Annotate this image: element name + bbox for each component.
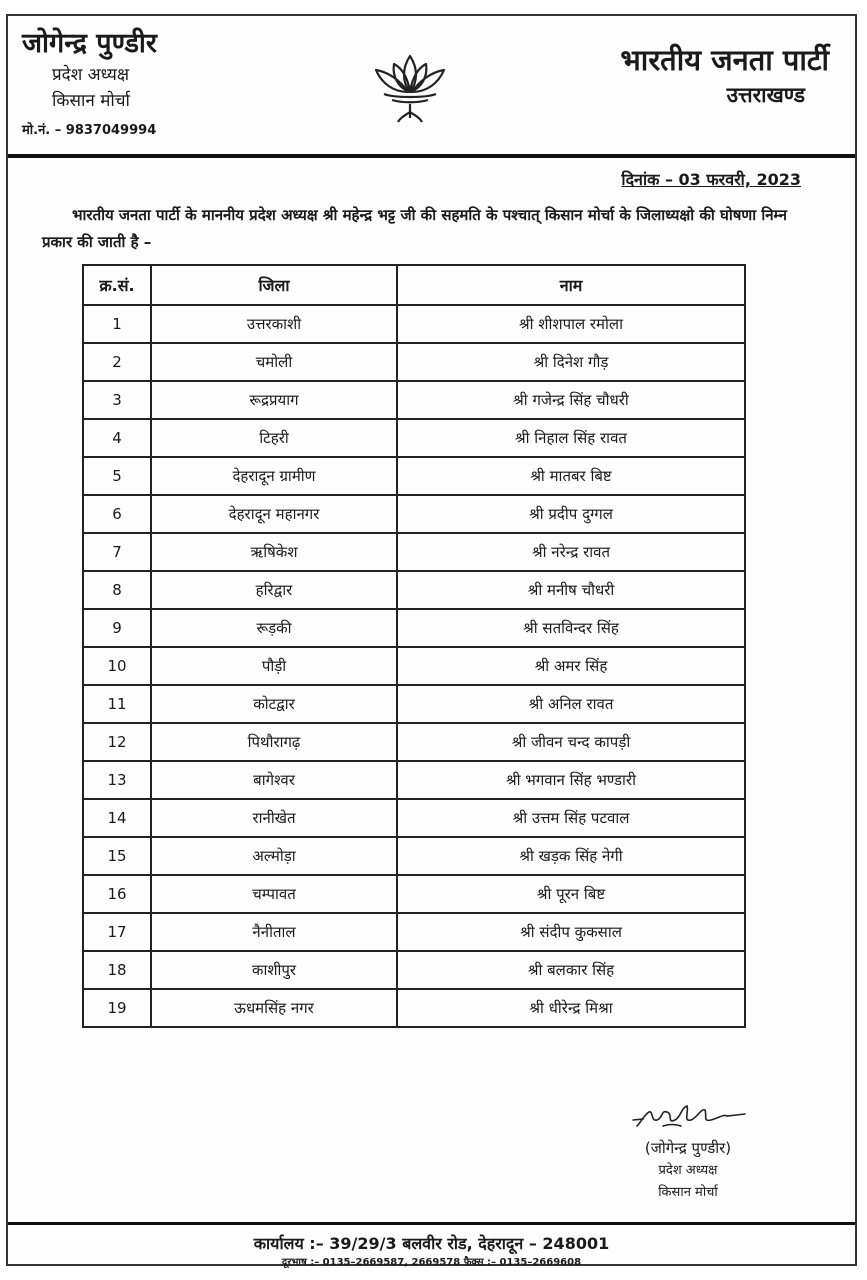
row-district: रूद्रप्रयाग [151,381,397,419]
party-state: उत्तराखण्ड [726,83,805,107]
signature-block [588,1096,788,1204]
row-district: चम्पावत [151,875,397,913]
table-row [83,761,745,799]
intro-paragraph: भारतीय जनता पार्टी के माननीय प्रदेश अध्यक्ष श्री महेन्द्र भट्ट जी की सहमति के पश्चात् किसान मोर्चा के जिलाध्यक्षो की घोषणा निम्न प्रकार की जाती है – [42,206,787,251]
table-row [83,951,745,989]
table-row [83,647,745,685]
row-serial: 9 [83,609,151,647]
table-row [83,609,745,647]
office-address: कार्यालय :– 39/29/3 बलवीर रोड, देहरादून – 248001 [253,1234,610,1253]
row-serial: 4 [83,419,151,457]
row-serial: 12 [83,723,151,761]
table-row [83,723,745,761]
row-district: हरिद्वार [151,571,397,609]
office-contact: दूरभाष :– 0135–2669587, 2669578 फैक्स :– 0135–2669608 [281,1257,582,1268]
row-name: श्री शीशपाल रमोला [397,305,745,343]
party-block [620,40,829,110]
table-row [83,495,745,533]
table-row [83,989,745,1027]
row-name: श्री निहाल सिंह रावत [397,419,745,457]
row-name: श्री उत्तम सिंह पटवाल [397,799,745,837]
row-name: श्री मातबर बिष्ट [397,457,745,495]
row-district: पौड़ी [151,647,397,685]
table-body [83,305,745,1027]
sender-wing: किसान मोर्चा [52,91,130,111]
row-serial: 10 [83,647,151,685]
row-serial: 15 [83,837,151,875]
row-district: पिथौरागढ़ [151,723,397,761]
party-name: भारतीय जनता पार्टी [620,43,829,77]
row-serial: 6 [83,495,151,533]
sender-designation: प्रदेश अध्यक्ष [52,65,130,85]
row-serial: 17 [83,913,151,951]
table-row [83,381,745,419]
signatory-designation: प्रदेश अध्यक्ष [658,1163,718,1178]
sender-mobile: मो.नं. – 9837049994 [22,123,157,138]
row-serial: 3 [83,381,151,419]
row-name: श्री बलकार सिंह [397,951,745,989]
row-serial: 14 [83,799,151,837]
table-row [83,343,745,381]
row-district: देहरादून ग्रामीण [151,457,397,495]
row-district: ऊधमसिंह नगर [151,989,397,1027]
row-district: रानीखेत [151,799,397,837]
table-row [83,571,745,609]
signatory-name: (जोगेन्द्र पुण्डीर) [644,1139,732,1157]
row-name: श्री प्रदीप दुग्गल [397,495,745,533]
row-name: श्री अनिल रावत [397,685,745,723]
row-serial: 19 [83,989,151,1027]
row-name: श्री मनीष चौधरी [397,571,745,609]
row-serial: 1 [83,305,151,343]
row-district: नैनीताल [151,913,397,951]
header-name: नाम [397,265,745,305]
row-serial: 2 [83,343,151,381]
row-name: श्री संदीप कुकसाल [397,913,745,951]
row-serial: 16 [83,875,151,913]
row-name: श्री खड़क सिंह नेगी [397,837,745,875]
row-district: देहरादून महानगर [151,495,397,533]
sender-name: जोगेन्द्र पुण्डीर [22,28,157,59]
row-serial: 13 [83,761,151,799]
header-serial: क्र.सं. [83,265,151,305]
row-serial: 5 [83,457,151,495]
row-name: श्री अमर सिंह [397,647,745,685]
letter-footer [8,1222,855,1271]
row-name: श्री नरेन्द्र रावत [397,533,745,571]
signatory-wing: किसान मोर्चा [658,1185,718,1200]
letter-date: दिनांक – 03 फरवरी, 2023 [621,170,801,189]
table-row [83,685,745,723]
table-row [83,837,745,875]
row-name: श्री धीरेन्द्र मिश्रा [397,989,745,1027]
header-district: जिला [151,265,397,305]
sender-block [22,26,157,138]
row-district: ऋषिकेश [151,533,397,571]
row-district: अल्मोड़ा [151,837,397,875]
table-row [83,913,745,951]
row-serial: 18 [83,951,151,989]
row-name: श्री पूरन बिष्ट [397,875,745,913]
row-district: कोटद्वार [151,685,397,723]
row-name: श्री सतविन्दर सिंह [397,609,745,647]
signature-icon [623,1096,753,1136]
row-name: श्री जीवन चन्द कापड़ी [397,723,745,761]
table-header-row [83,265,745,305]
row-name: श्री गजेन्द्र सिंह चौधरी [397,381,745,419]
row-district: रूड़की [151,609,397,647]
row-name: श्री दिनेश गौड़ [397,343,745,381]
row-district: टिहरी [151,419,397,457]
letterhead [8,16,855,158]
row-district: बागेश्वर [151,761,397,799]
district-presidents-table [82,264,746,1028]
table-row [83,799,745,837]
row-serial: 11 [83,685,151,723]
lotus-icon [364,46,456,126]
table-row [83,457,745,495]
letter-page [6,14,857,1266]
table-row [83,533,745,571]
table-row [83,875,745,913]
row-serial: 7 [83,533,151,571]
row-district: उत्तरकाशी [151,305,397,343]
row-district: चमोली [151,343,397,381]
row-name: श्री भगवान सिंह भण्डारी [397,761,745,799]
table-row [83,305,745,343]
row-district: काशीपुर [151,951,397,989]
table-row [83,419,745,457]
row-serial: 8 [83,571,151,609]
